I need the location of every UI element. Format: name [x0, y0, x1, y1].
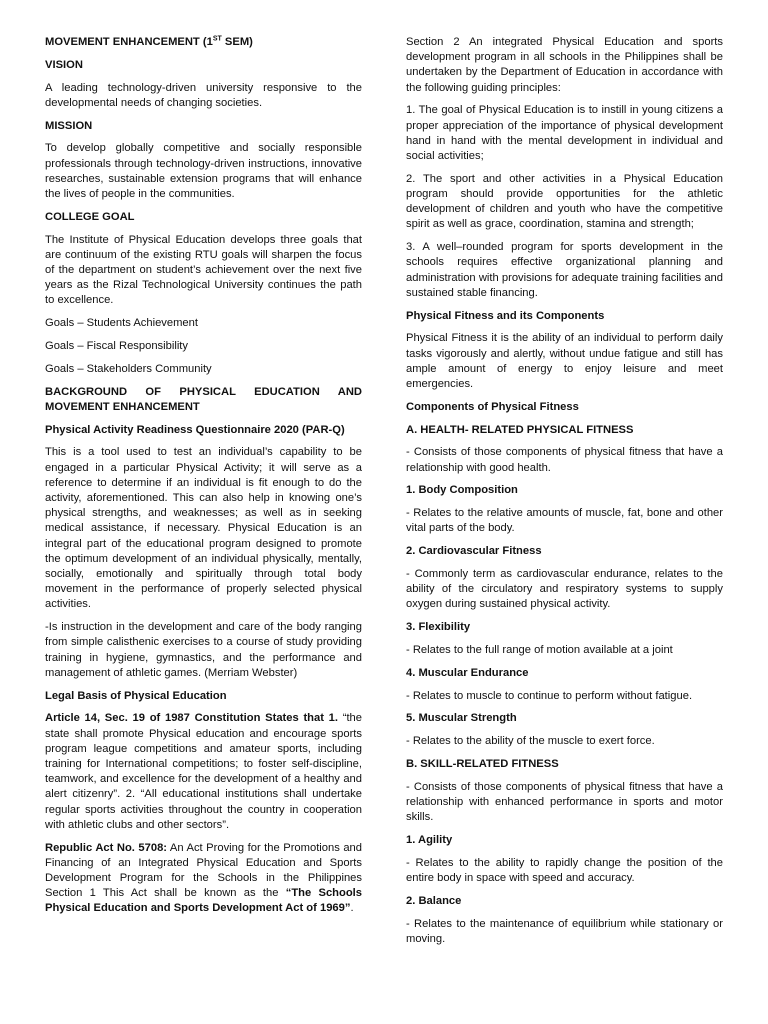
- components-heading: Components of Physical Fitness: [406, 400, 579, 413]
- parq-heading: Physical Activity Readiness Questionnaire 2020 (PAR-Q): [45, 423, 345, 436]
- health-related-text: - Consists of those components of physical fitness that have a relationship with good health.: [406, 446, 723, 474]
- principle-2: 2. The sport and other activities in a Physical Education program should provide opportunities for the athletic development of children and youth who have the competitive spirit as well as grace, coordination, stamina and strength;: [406, 172, 723, 231]
- article-reference: Article 14, Sec. 19 of 1987 Constitution States that 1.: [45, 712, 338, 725]
- flexibility-text: - Relates to the full range of motion available at a joint: [406, 644, 673, 657]
- background-heading: BACKGROUND OF PHYSICAL EDUCATION AND MOVEMENT ENHANCEMENT: [45, 385, 362, 413]
- article-text: “the state shall promote Physical education and encourage sports program league competitions and amateur sports, including training for International competitions; to foster self-discipline, teamwork, and excellence for the development of a healthy and alert citizenry”. 2. “All educational institutions shall undertake regular sports activities throughout the country in cooperation with athletic clubs and other sectors”.: [45, 712, 362, 831]
- article-paragraph: [45, 711, 362, 833]
- parq-text: This is a tool used to test an individual’s capability to be engaged in a particular Physical Activity; it will serve as a reference to determine if an individual is fit enough to do the activity, aforementioned. This can also help in knowing one’s physical strengths, and weaknesses; as well as in seeking medical assistance, if necessary. Physical Education is an integral part of the educational program designed to promote the optimum development of an individual physically, mentally, socially, emotionally and spiritually through total body movement in the performance of properly selected physical activities.: [45, 446, 362, 611]
- section2-text: Section 2 An integrated Physical Education and sports development program in all schools in the Philippines shall be undertaken by the Department of Education in accordance with the following guiding principles:: [406, 36, 723, 94]
- strength-heading: 5. Muscular Strength: [406, 712, 517, 725]
- left-column: [45, 35, 362, 924]
- cardio-heading: 2. Cardiovascular Fitness: [406, 545, 542, 558]
- cardio-text: - Commonly term as cardiovascular endurance, relates to the ability of the circulatory and respiratory systems to supply oxygen during sustained physical activity.: [406, 568, 723, 611]
- republic-act-paragraph: [45, 841, 362, 917]
- vision-heading: VISION: [45, 58, 83, 71]
- fitness-text: Physical Fitness it is the ability of an individual to perform daily tasks vigorously and alertly, without undue fatigue and still has ample amount of energy to enjoy leisure and meet emergencies.: [406, 332, 723, 391]
- instruction-text: -Is instruction in the development and care of the body ranging from simple calisthenic exercises to a course of study providing training in hygiene, gymnastics, and the performance and management of athletic games. (Merriam Webster): [45, 621, 362, 679]
- title-suffix: SEM): [221, 36, 253, 48]
- goal-stakeholders: Goals – Stakeholders Community: [45, 362, 212, 375]
- endurance-text: - Relates to muscle to continue to perform without fatigue.: [406, 689, 693, 702]
- flexibility-heading: 3. Flexibility: [406, 621, 471, 634]
- mission-heading: MISSION: [45, 119, 93, 132]
- body-composition-text: - Relates to the relative amounts of muscle, fat, bone and other vital parts of the body.: [406, 507, 723, 535]
- fitness-heading: Physical Fitness and its Components: [406, 309, 605, 322]
- skill-related-heading: B. SKILL-RELATED FITNESS: [406, 758, 559, 770]
- college-goal-text: The Institute of Physical Education develops three goals that are continuum of the existing RTU goals will sharpen the focus of the department on student’s achievement over the next five years as the Rizal Technological University continues the path to excellence.: [45, 233, 362, 307]
- goal-students: Goals – Students Achievement: [45, 317, 198, 330]
- vision-text: A leading technology-driven university responsive to the developmental needs of changing societies.: [45, 81, 362, 109]
- college-goal-heading: COLLEGE GOAL: [45, 210, 135, 223]
- body-composition-heading: 1. Body Composition: [406, 484, 518, 497]
- document-title: [45, 35, 362, 50]
- balance-text: - Relates to the maintenance of equilibrium while stationary or moving.: [406, 917, 723, 945]
- endurance-heading: 4. Muscular Endurance: [406, 666, 529, 679]
- republic-act-text: An Act Proving for the Promotions and Financing of an Integrated Physical Education and Sports Development Program for the Schools in the Philippines Section 1 This Act shall be known as the: [45, 841, 363, 900]
- agility-text: - Relates to the ability to rapidly change the position of the entire body in space with speed and accuracy.: [406, 856, 723, 884]
- title-prefix: MOVEMENT ENHANCEMENT (1: [45, 36, 213, 48]
- right-column: [406, 35, 723, 955]
- goal-fiscal: Goals – Fiscal Responsibility: [45, 340, 189, 352]
- principle-1: 1. The goal of Physical Education is to instill in young citizens a proper appreciation of the importance of physical development hand in hand with the mental development in individual and social activities;: [406, 104, 723, 163]
- republic-act-title: “The Schools Physical Education and Sports Development Act of 1969”: [45, 887, 362, 915]
- legal-heading: Legal Basis of Physical Education: [45, 689, 227, 702]
- agility-heading: 1. Agility: [406, 834, 453, 846]
- title-superscript: ST: [212, 35, 222, 43]
- health-related-heading: A. HEALTH- RELATED PHYSICAL FITNESS: [406, 423, 634, 436]
- strength-text: - Relates to the ability of the muscle to exert force.: [406, 735, 655, 748]
- principle-3: 3. A well–rounded program for sports development in the schools requires effective organizational planning and administration with provisions for adequate training facilities and sustained stable financing.: [406, 241, 723, 299]
- skill-related-text: - Consists of those components of physical fitness that have a relationship with enhanced performance in sports and motor skills.: [406, 780, 723, 824]
- mission-text: To develop globally competitive and socially responsible professionals through technology-driven instructions, innovative researches, sustainable extension programs that will enhance the lives of people in the communities.: [45, 142, 362, 200]
- republic-act-end: .: [350, 902, 354, 915]
- balance-heading: 2. Balance: [406, 894, 462, 907]
- republic-act-reference: Republic Act No. 5708:: [45, 841, 168, 854]
